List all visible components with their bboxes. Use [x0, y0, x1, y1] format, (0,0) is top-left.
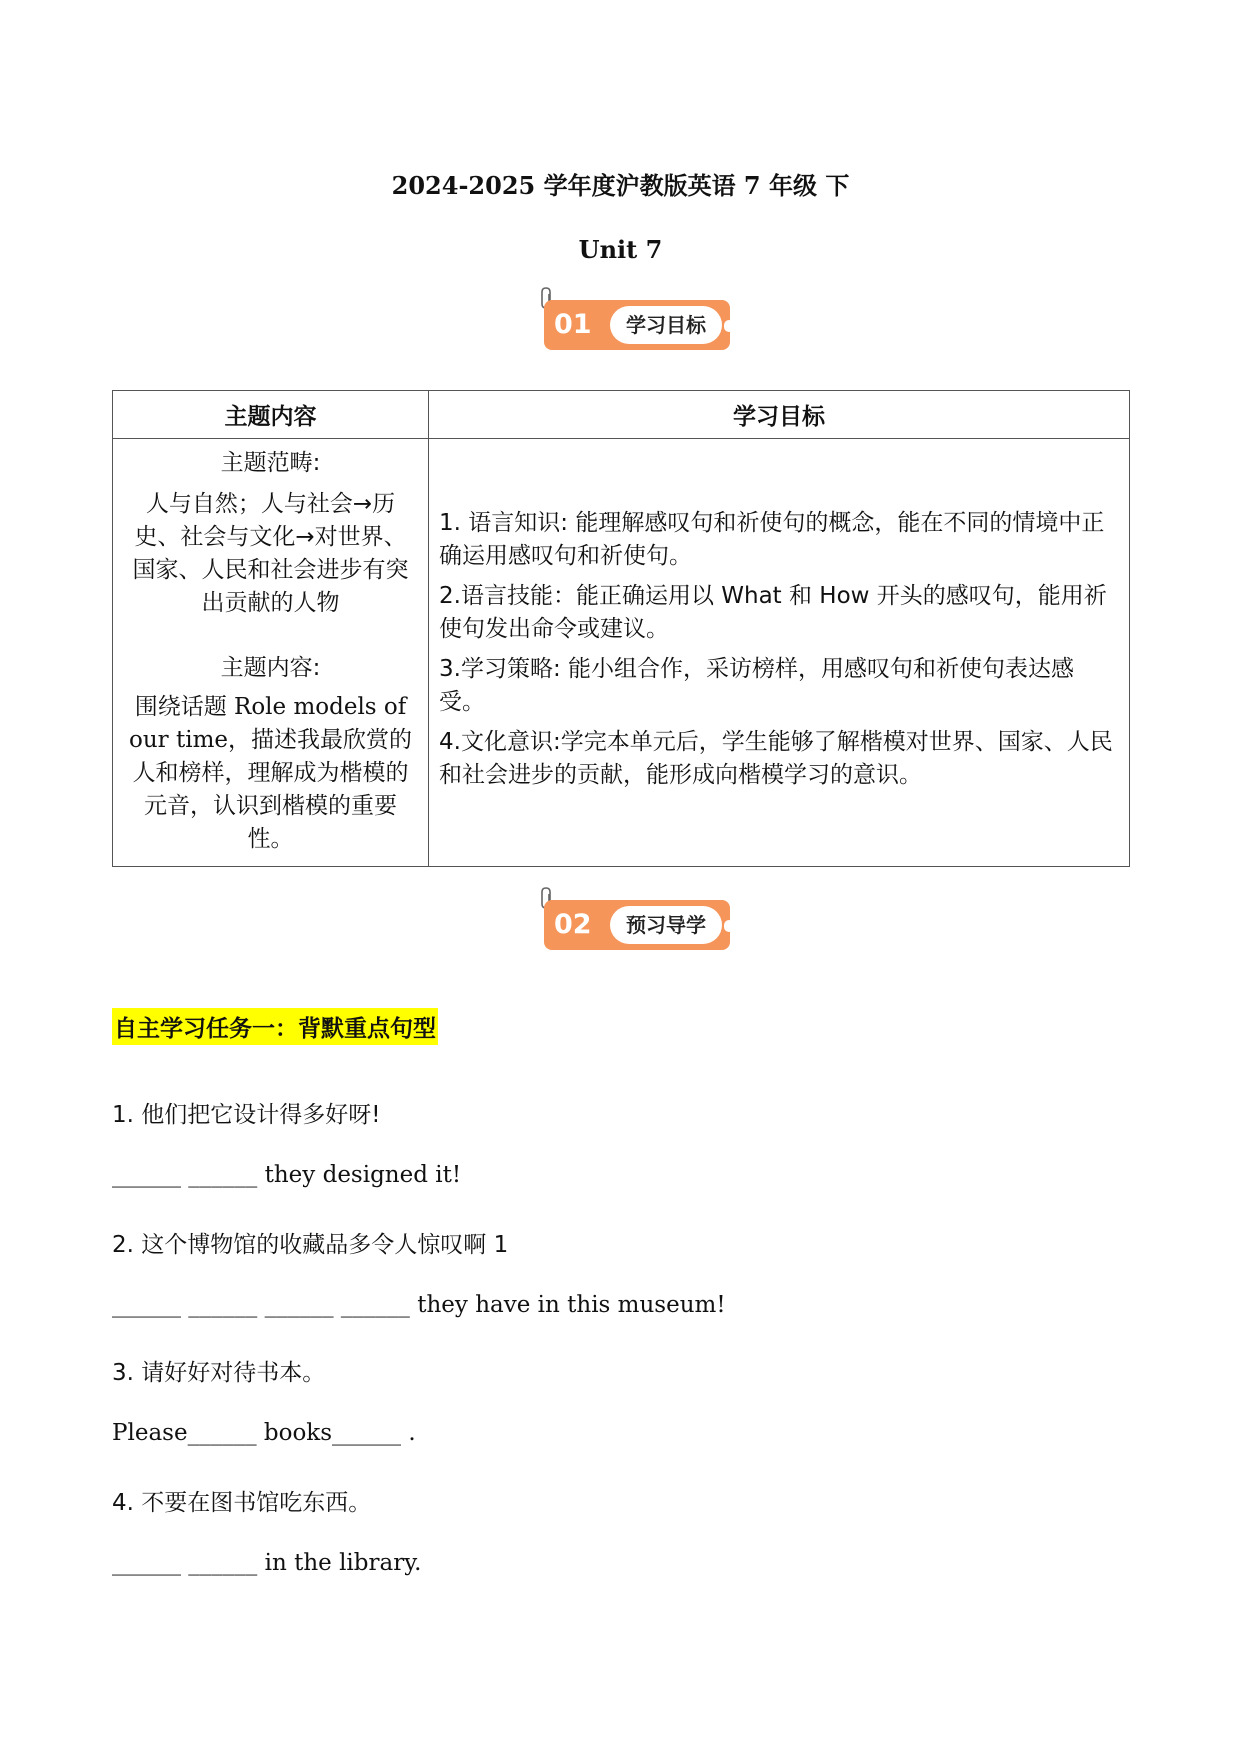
badge-notch — [724, 320, 734, 332]
table-row — [113, 439, 1130, 867]
objectives-table — [112, 390, 1130, 867]
content-label: 主题内容: — [220, 655, 321, 681]
section-badge-preview — [544, 896, 730, 952]
answer-line-4: ______ ______ in the library. — [112, 1550, 422, 1576]
question-3: 3. 请好好对待书本。 — [112, 1360, 326, 1386]
badge-label: 学习目标 — [610, 306, 722, 344]
section-badge-objectives — [544, 296, 730, 352]
table-header-goals: 学习目标 — [429, 391, 1130, 439]
question-2: 2. 这个博物馆的收藏品多令人惊叹啊 1 — [112, 1232, 509, 1258]
goal-item: 4.文化意识:学完本单元后，学生能够了解楷模对世界、国家、人民和社会进步的贡献，能形成向楷模学习的意识。 — [439, 728, 1113, 788]
badge-notch — [724, 920, 734, 932]
answer-line-3: Please______ books______ . — [112, 1420, 416, 1446]
goals-cell — [429, 439, 1130, 867]
task-heading: 自主学习任务一：背默重点句型 — [112, 1008, 438, 1045]
goal-item: 1. 语言知识: 能理解感叹句和祈使句的概念，能在不同的情境中正确运用感叹句和祈使句。 — [439, 509, 1105, 569]
answer-line-2: ______ ______ ______ ______ they have in this museum! — [112, 1292, 726, 1318]
page-title: 2024-2025 学年度沪教版英语 7 年级 下 — [391, 171, 850, 200]
badge-label: 预习导学 — [610, 906, 722, 944]
badge-number: 02 — [554, 909, 592, 940]
badge-number: 01 — [554, 309, 592, 340]
goal-item: 3.学习策略: 能小组合作，采访榜样，用感叹句和祈使句表达感受。 — [439, 655, 1075, 715]
theme-label: 主题范畴: — [220, 450, 321, 476]
answer-line-1: ______ ______ they designed it! — [112, 1162, 462, 1188]
theme-text: 人与自然；人与社会→历史、社会与文化→对世界、国家、人民和社会进步有突出贡献的人物 — [132, 491, 409, 616]
question-4: 4. 不要在图书馆吃东西。 — [112, 1490, 372, 1516]
question-1: 1. 他们把它设计得多好呀! — [112, 1102, 381, 1128]
table-header-theme: 主题内容 — [113, 391, 429, 439]
content-text: 围绕话题 Role models of our time，描述我最欣赏的人和榜样，理解成为楷模的元音，认识到楷模的重要性。 — [129, 694, 412, 852]
unit-title: Unit 7 — [578, 235, 663, 264]
table-header-row — [113, 391, 1130, 439]
goal-item: 2.语言技能：能正确运用以 What 和 How 开头的感叹句，能用祈使句发出命令或建议。 — [439, 582, 1107, 642]
theme-cell — [113, 439, 429, 867]
